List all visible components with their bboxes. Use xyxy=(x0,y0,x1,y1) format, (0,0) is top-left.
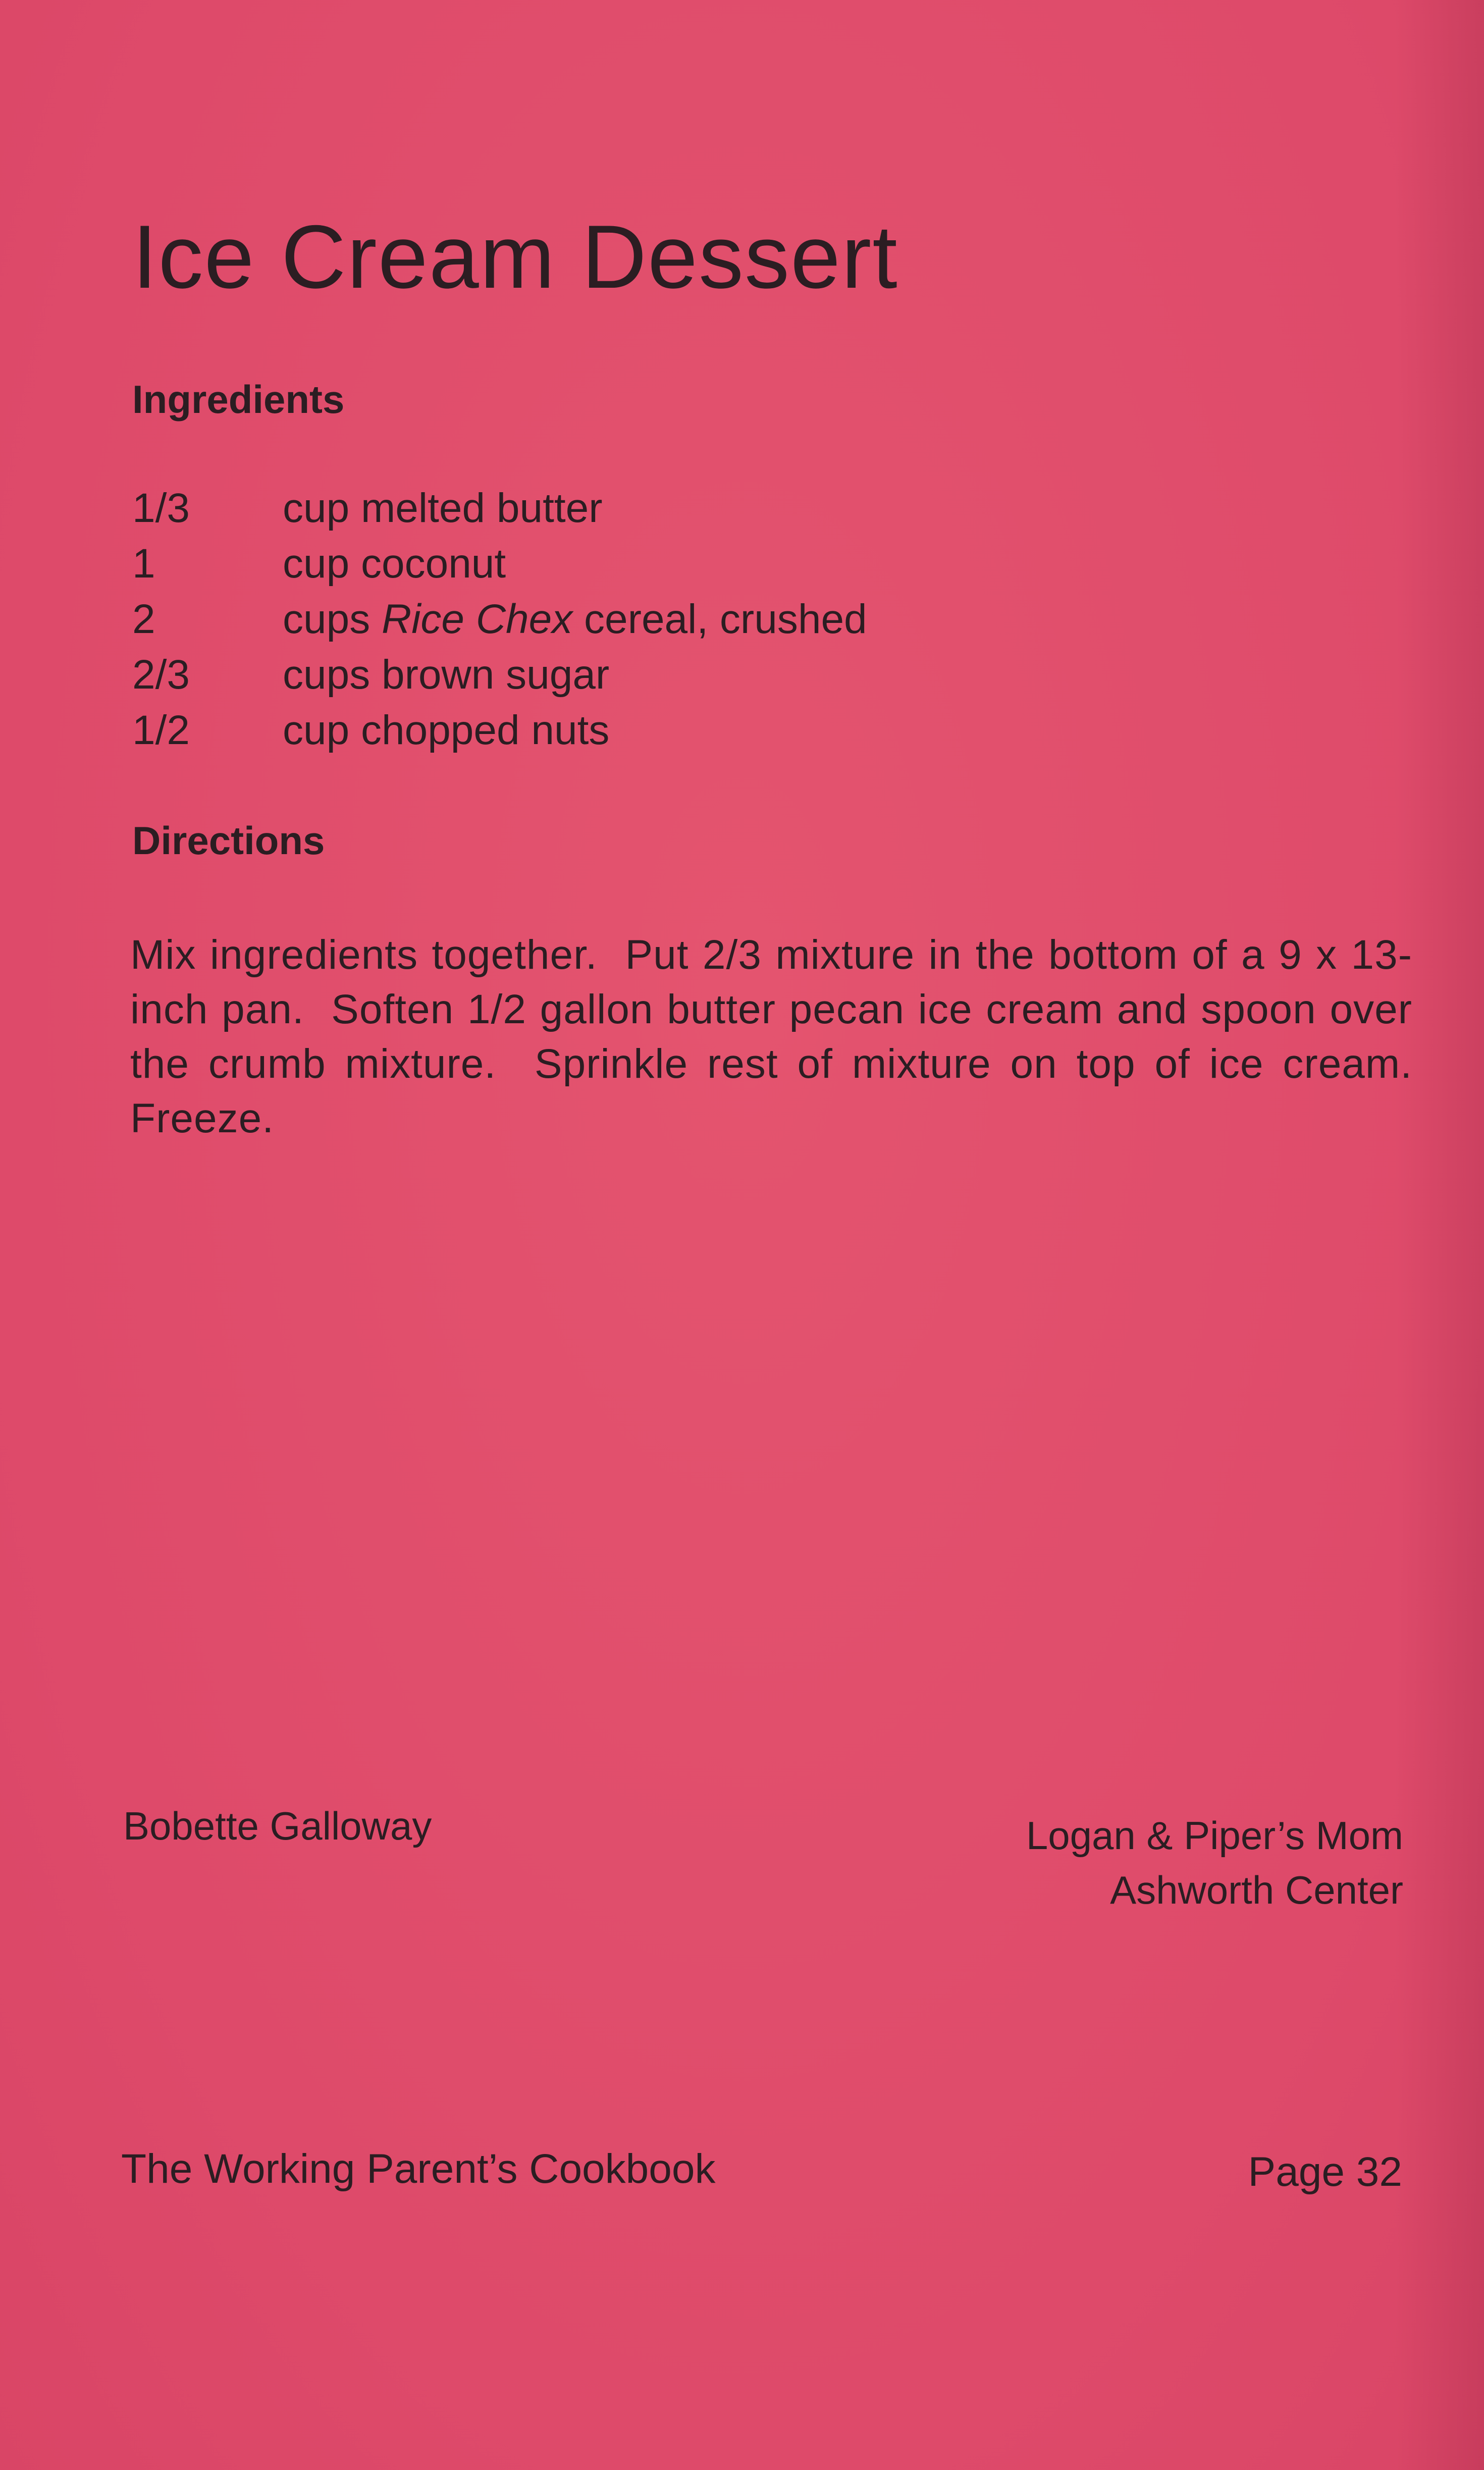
ingredient-description xyxy=(283,654,609,696)
ingredient-quantity: 1 xyxy=(132,541,155,587)
page-number: Page 32 xyxy=(1248,2149,1402,2195)
ingredient-quantity: 1/2 xyxy=(132,707,190,753)
ingredient-quantity: 2/3 xyxy=(132,652,190,698)
contributor-name: Bobette Galloway xyxy=(123,1804,432,1848)
ingredient-text: cups xyxy=(283,596,382,642)
ingredient-description xyxy=(283,543,506,585)
directions-text: Mix ingredients together. Put 2/3 mixture in the bottom of a 9 x 13-inch pan. Soften 1/2 gallon butter pecan ice cream and spoon over the crumb mixture. Sprinkle rest of mixture on top of ice cream. Freeze. xyxy=(130,932,1437,1141)
ingredient-description xyxy=(283,596,867,642)
ingredient-quantity: 1/3 xyxy=(132,485,190,531)
contributor-relation: Logan & Piper’s Mom xyxy=(1026,1813,1403,1858)
ingredients-heading: Ingredients xyxy=(132,377,345,422)
book-title: The Working Parent’s Cookbook xyxy=(121,2146,716,2192)
directions-heading: Directions xyxy=(132,818,325,863)
ingredient-text: cup melted butter xyxy=(283,485,603,531)
contributor-info xyxy=(1026,1808,1403,1917)
contributor-center: Ashworth Center xyxy=(1110,1868,1403,1912)
ingredient-brand: Rice Chex xyxy=(382,596,573,642)
ingredient-text: cup chopped nuts xyxy=(283,707,610,753)
ingredient-description xyxy=(283,707,610,753)
ingredient-description xyxy=(283,485,603,531)
ingredient-text-after: cereal, crushed xyxy=(572,596,867,642)
ingredient-text: cups brown sugar xyxy=(283,652,610,698)
ingredient-quantity: 2 xyxy=(132,596,155,642)
ingredient-text: cup coconut xyxy=(283,541,506,587)
recipe-title: Ice Cream Dessert xyxy=(132,206,898,307)
